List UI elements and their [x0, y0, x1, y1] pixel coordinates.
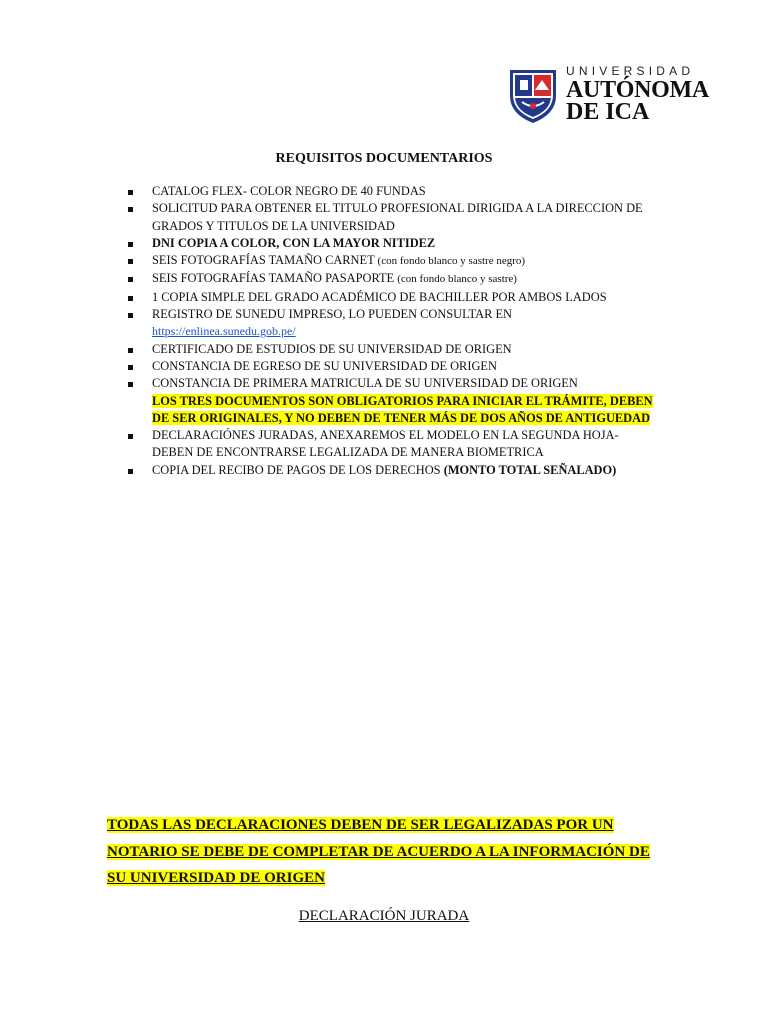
list-item: REGISTRO DE SUNEDU IMPRESO, LO PUEDEN CONSULTAR EN https://enlinea.sunedu.gob.pe/: [152, 306, 662, 341]
declaration-heading: DECLARACIÓN JURADA: [298, 908, 470, 924]
bullet-icon: [128, 242, 133, 247]
university-logo: [508, 64, 708, 126]
bullet-icon: [128, 296, 133, 301]
bullet-icon: [128, 434, 133, 439]
list-item: CONSTANCIA DE EGRESO DE SU UNIVERSIDAD DE ORIGEN: [152, 358, 662, 375]
list-item: DNI COPIA A COLOR, CON LA MAYOR NITIDEZ: [152, 235, 662, 252]
mandatory-notice: LOS TRES DOCUMENTOS SON OBLIGATORIOS PARA INICIAR EL TRÁMITE, DEBEN DE SER ORIGINALES, Y NO DEBEN DE TENER MÁS DE DOS AÑOS DE ANTIGUEDAD: [152, 393, 653, 425]
list-item: DECLARACIÓNES JURADAS, ANEXAREMOS EL MODELO EN LA SEGUNDA HOJA- DEBEN DE ENCONTRARSE LEGALIZADA DE MANERA BIOMETRICA: [152, 427, 662, 462]
list-item: COPIA DEL RECIBO DE PAGOS DE LOS DERECHOS (MONTO TOTAL SEÑALADO): [152, 462, 662, 479]
bullet-icon: [128, 348, 133, 353]
list-item: SOLICITUD PARA OBTENER EL TITULO PROFESIONAL DIRIGIDA A LA DIRECCION DE GRADOS Y TITULOS DE LA UNIVERSIDAD: [152, 200, 662, 235]
bullet-icon: [128, 469, 133, 474]
requirements-list: [152, 183, 662, 479]
bullet-icon: [128, 207, 133, 212]
bullet-icon: [128, 190, 133, 195]
list-item: 1 COPIA SIMPLE DEL GRADO ACADÉMICO DE BACHILLER POR AMBOS LADOS: [152, 289, 662, 306]
document-title: REQUISITOS DOCUMENTARIOS: [275, 151, 493, 166]
sunedu-link[interactable]: https://enlinea.sunedu.gob.pe/: [152, 324, 296, 339]
bullet-icon: [128, 365, 133, 370]
logo-line-1: AUTÓNOMA: [566, 77, 709, 103]
list-item: CATALOG FLEX- COLOR NEGRO DE 40 FUNDAS: [152, 183, 662, 200]
bullet-icon: [128, 277, 133, 282]
bullet-icon: [128, 382, 133, 387]
list-item: SEIS FOTOGRAFÍAS TAMAÑO CARNET (con fondo blanco y sastre negro): [152, 252, 662, 270]
list-item: CERTIFICADO DE ESTUDIOS DE SU UNIVERSIDAD DE ORIGEN: [152, 341, 662, 358]
logo-university-word: UNIVERSIDAD: [566, 64, 695, 78]
bullet-icon: [128, 259, 133, 264]
bullet-icon: [128, 313, 133, 318]
university-shield-icon: [508, 66, 558, 124]
legalization-notice: TODAS LAS DECLARACIONES DEBEN DE SER LEGALIZADAS POR UN NOTARIO SE DEBE DE COMPLETAR DE ACUERDO A LA INFORMACIÓN DE SU UNIVERSIDAD DE ORIGEN: [107, 817, 650, 886]
list-item: SEIS FOTOGRAFÍAS TAMAÑO PASAPORTE (con fondo blanco y sastre): [152, 270, 662, 288]
list-item: CONSTANCIA DE PRIMERA MATRICULA DE SU UNIVERSIDAD DE ORIGEN: [152, 375, 662, 392]
logo-line-2: DE ICA: [566, 99, 650, 125]
